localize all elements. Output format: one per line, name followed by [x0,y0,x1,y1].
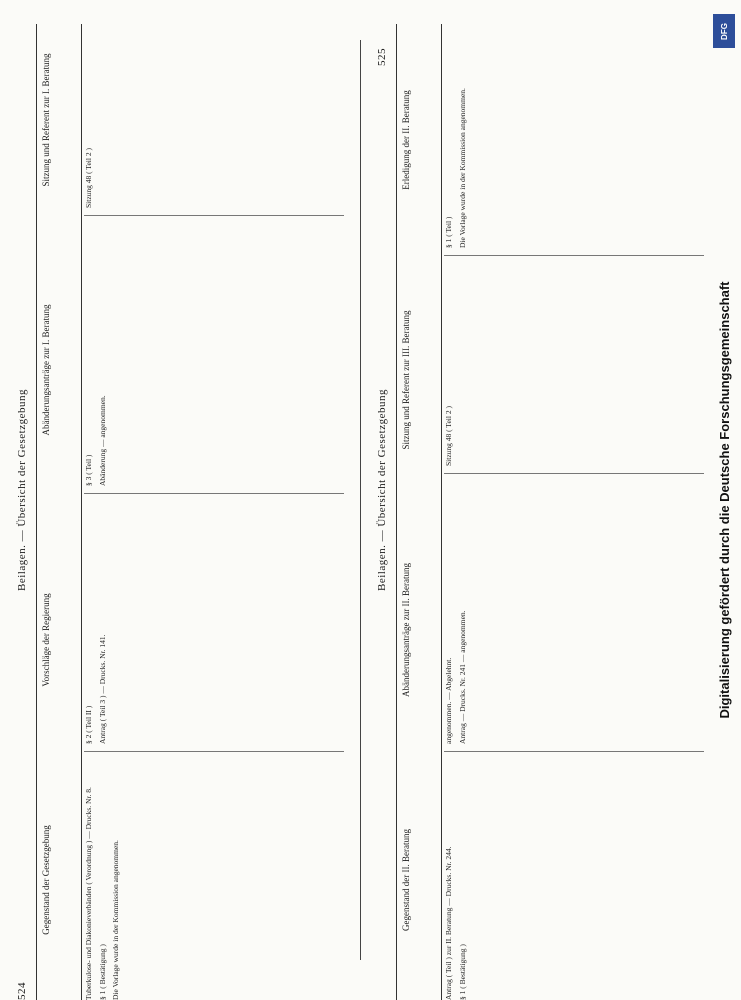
left-entry: Die Vorlage wurde in der Kommission angenommen. [111,840,120,1000]
right-body [444,24,704,1000]
left-col-rule [84,493,344,494]
right-entry: § 1 ( Teil ) [444,216,453,248]
dfg-banner [712,10,738,990]
page-gutter [360,40,361,960]
left-col-header-1: Gegenstand der Gesetzgebung [41,825,51,935]
right-col-header-1: Gegenstand der II. Beratung [401,829,411,931]
left-col-4 [84,38,344,208]
right-column-headers [396,24,442,1000]
left-entry: Sitzung 48 ( Teil 2 ) [84,148,93,208]
dfg-logo-text: DFG [719,22,729,40]
left-col-1 [84,760,344,1000]
left-col-3 [84,226,344,486]
dfg-banner-text: Digitalisierung gefördert durch die Deutsche Forschungsgemeinschaft [717,281,732,719]
left-col-rule [84,751,344,752]
dfg-logo [713,14,735,48]
right-page-number: 525 [376,48,388,66]
left-page [12,0,352,1000]
left-running-title: Beilagen. — Übersicht der Gesetzgebung [16,389,28,591]
left-entry: Abänderung — angenommen. [97,395,107,486]
right-col-2 [444,484,704,744]
right-running-title: Beilagen. — Übersicht der Gesetzgebung [376,389,388,591]
right-col-header-4: Erledigung der II. Beratung [401,90,411,190]
right-entry: angenommen. — Abgelehnt. [444,657,453,744]
left-col-rule [84,215,344,216]
left-body [84,24,344,1000]
right-entry: Sitzung 48 ( Teil 2 ) [444,406,453,466]
right-col-3 [444,266,704,466]
right-col-rule [444,473,704,474]
left-entry: § 3 ( Teil ) [84,454,93,486]
left-entry: Tuberkulose- und Diakonieverbänden ( Verordnung ) — Drucks. Nr. 8. [84,787,93,1000]
right-col-1 [444,760,704,1000]
right-entry: Antrag ( Teil ) zur II. Beratung — Drucks. Nr. 244. [444,846,453,1000]
right-page [372,0,712,1000]
left-entry: Antrag ( Teil 3 ) — Drucks. Nr. 141. [97,634,107,744]
left-entry: § 1 ( Bestätigung ) [97,944,107,1000]
left-col-header-4: Sitzung und Referent zur I. Beratung [41,53,51,187]
right-entry: § 1 ( Bestätigung ) [457,944,467,1000]
right-col-4 [444,38,704,248]
left-entry: § 2 ( Teil II ) [84,705,93,744]
right-entry: Antrag — Drucks. Nr. 241 — angenommen. [457,610,467,744]
left-page-number: 524 [16,982,28,1000]
left-running-head [12,24,34,1000]
left-col-header-2: Vorschläge der Regierung [41,593,51,687]
right-col-header-2: Abänderungsanträge zur II. Beratung [401,563,411,697]
left-col-header-3: Abänderungsanträge zur I. Beratung [41,304,51,436]
right-col-header-3: Sitzung und Referent zur III. Beratung [401,310,411,450]
right-col-rule [444,255,704,256]
right-entry: Die Vorlage wurde in der Kommission angenommen. [457,88,467,248]
right-col-rule [444,751,704,752]
left-col-2 [84,504,344,744]
right-running-head [372,24,394,1000]
left-column-headers [36,24,82,1000]
